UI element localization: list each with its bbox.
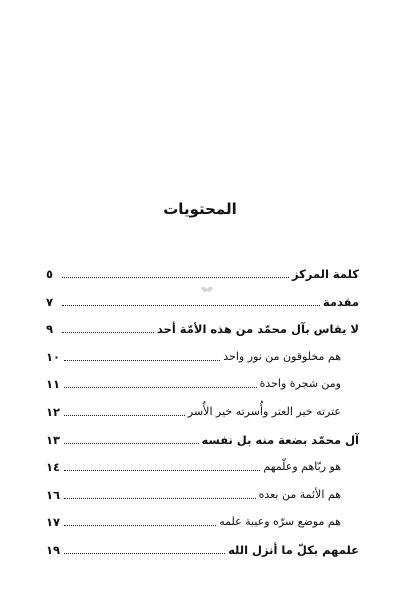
toc-entry[interactable] — [46, 313, 359, 336]
dot-leader — [62, 331, 154, 333]
table-of-contents — [46, 258, 359, 562]
dot-leader — [64, 414, 185, 416]
dot-leader — [62, 276, 289, 278]
toc-entry-label: عترته خير العتر وأُسرته خير الأُسر — [187, 404, 341, 418]
toc-entry[interactable] — [46, 424, 359, 447]
dot-leader — [64, 386, 257, 388]
toc-entry-label: هم موضع سرّه وعيبة علمه — [219, 515, 341, 529]
toc-entry-label: آل محمّد بضعة منه بل نفسه — [201, 432, 359, 447]
toc-page-number: ١٠ — [46, 349, 61, 364]
toc-page-number: ١٩ — [46, 542, 61, 557]
toc-entry-label: كلمة المركز — [291, 267, 359, 281]
dot-leader — [64, 359, 220, 361]
toc-entry-label: هو ربّاهم وعلّمهم — [263, 460, 341, 474]
dot-leader — [64, 497, 256, 499]
toc-page-number: ٥ — [46, 267, 54, 281]
toc-entry[interactable] — [46, 341, 359, 364]
toc-entry-label: علمهم بكلّ ما أنزل الله — [228, 542, 359, 557]
dot-leader — [64, 552, 225, 554]
toc-page-number: ١٤ — [46, 460, 61, 475]
toc-page-number: ١٣ — [46, 432, 61, 447]
toc-page-number: ١٦ — [46, 487, 61, 502]
toc-entry[interactable] — [46, 479, 359, 502]
toc-page-number: ٩ — [46, 322, 54, 337]
dot-leader — [62, 304, 320, 306]
toc-entry[interactable] — [46, 506, 359, 529]
toc-page-number: ٧ — [46, 294, 54, 309]
dot-leader — [64, 524, 216, 526]
toc-entry-label: هم مخلوقون من نور واحد — [223, 349, 341, 363]
dot-leader — [64, 469, 260, 471]
toc-entry[interactable] — [46, 534, 359, 557]
dot-leader — [64, 442, 198, 444]
toc-entry-label: هم الأئمة من بعده — [258, 487, 341, 501]
toc-entry[interactable] — [46, 258, 359, 281]
toc-entry[interactable] — [46, 451, 359, 474]
toc-entry-label: ومن شجرة واحدة — [259, 377, 341, 391]
toc-entry-label: لا يقاس بآل محمّد من هذه الأمّة أحد — [156, 322, 359, 337]
toc-page-number: ١١ — [46, 377, 61, 392]
toc-entry[interactable] — [46, 368, 359, 391]
watermark-ornament-icon — [200, 285, 214, 295]
toc-entry-label: مقدمة — [322, 294, 359, 309]
toc-page-number: ١٢ — [46, 404, 61, 419]
toc-entry[interactable] — [46, 396, 359, 419]
page-title: المحتويات — [163, 200, 237, 218]
toc-page-number: ١٧ — [46, 515, 61, 530]
